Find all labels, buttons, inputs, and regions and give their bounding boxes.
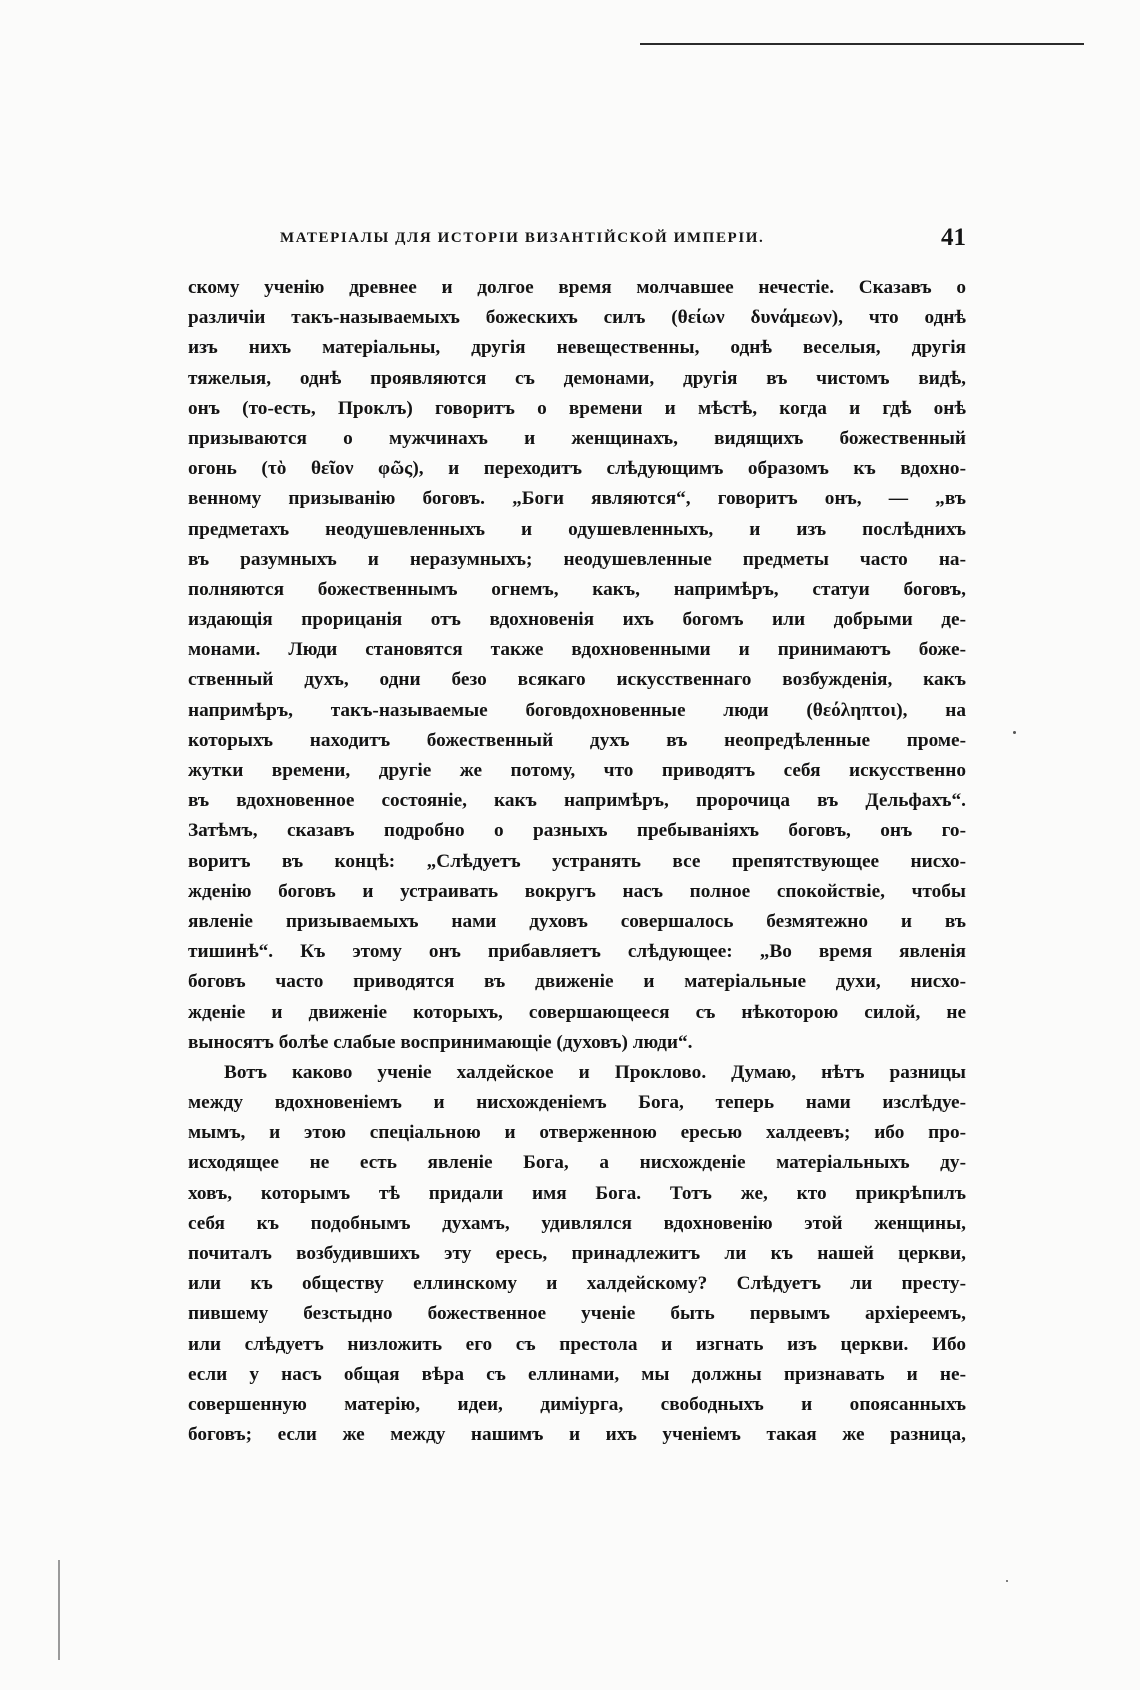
text-line: различіи такъ-называемыхъ божескихъ силъ (θείων δυνάμεων), что однѣ [188,307,966,329]
text-line: исходящее не есть явленіе Бога, а нисхожденіе матеріальныхъ ду- [188,1152,966,1174]
text-line: жутки времени, другіе же потому, что приводятъ себя искусственно [188,760,966,781]
text-line: въ вдохновенное состояніе, какъ напримѣръ, пророчица въ Дельфахъ“. [188,790,966,812]
text-line: жденію боговъ и устраивать вокругъ насъ полное спокойствіе, чтобы [188,880,966,902]
text-line-paragraph-end: выносятъ болѣе слабые воспринимающіе (духовъ) люди“. [188,1031,693,1053]
margin-speck [1013,731,1016,734]
text-line: явленіе призываемыхъ нами духовъ совершалось безмятежно и въ [188,910,966,932]
page-header [280,224,966,258]
text-line: тяжелыя, однѣ проявляются съ демонами, другія въ чистомъ видѣ, [188,367,966,389]
text-line: воритъ въ концѣ: „Слѣдуетъ устранять все препятствующее нисхо- [188,850,966,872]
text-line: напримѣръ, такъ-называемые боговдохновенные люди (θεόληπτοι), на [188,699,966,721]
text-line: или къ обществу еллинскому и халдейскому? Слѣдуетъ ли престу- [188,1273,966,1295]
text-line: онъ (то-есть, Проклъ) говоритъ о времени и мѣстѣ, когда и гдѣ онѣ [188,397,966,419]
text-line: предметахъ неодушевленныхъ и одушевленныхъ, и изъ послѣднихъ [188,518,966,540]
text-line: полняются божественнымъ огнемъ, какъ, напримѣръ, статуи боговъ, [188,578,966,600]
text-line: себя къ подобнымъ духамъ, удивлялся вдохновенію этой женщины, [188,1212,966,1234]
text-line: жденіе и движеніе которыхъ, совершающееся съ нѣкоторою силой, не [188,1001,966,1023]
text-line: венному призыванію боговъ. „Боги являются“, говоритъ онъ, — „въ [188,488,966,510]
text-line: боговъ часто приводятся въ движеніе и матеріальные духи, нисхо- [188,971,966,993]
text-line: которыхъ находитъ божественный духъ въ неопредѣленные проме- [188,729,966,751]
top-edge-rule [640,43,1084,45]
text-line: тишинѣ“. Къ этому онъ прибавляетъ слѣдующее: „Во время явленія [188,941,966,963]
text-line: совершенную матерію, идеи, диміурга, свободныхъ и опоясанныхъ [188,1393,966,1415]
body-text [188,273,966,1450]
text-line: Затѣмъ, сказавъ подробно о разныхъ пребываніяхъ боговъ, онъ го- [188,820,966,842]
text-line: монами. Люди становятся также вдохновенными и принимаютъ боже- [188,639,966,661]
text-line: ственный духъ, одни безо всякаго искусственнаго возбужденія, какъ [188,669,966,691]
text-line: или слѣдуетъ низложить его съ престола и изгнать изъ церкви. Ибо [188,1333,966,1355]
text-line: если у насъ общая вѣра съ еллинами, мы должны признавать и не- [188,1363,966,1385]
text-line: боговъ; если же между нашимъ и ихъ ученіемъ такая же разница, [188,1424,966,1446]
running-title: МАТЕРІАЛЫ ДЛЯ ИСТОРІИ ВИЗАНТІЙСКОЙ ИМПЕРІИ. [280,230,765,246]
left-margin-mark [58,1560,60,1660]
text-line: въ разумныхъ и неразумныхъ; неодушевленные предметы часто на- [188,548,966,570]
text-line-paragraph-start: Вотъ каково ученіе халдейское и Прокловo. Думаю, нѣтъ разницы [224,1061,966,1083]
text-line: скому ученію древнее и долгое время молчавшее нечестіе. Сказавъ о [188,277,966,298]
margin-speck [1006,1580,1008,1582]
text-line: издающія прорицанія отъ вдохновенія ихъ богомъ или добрыми де- [188,609,966,631]
text-line: между вдохновеніемъ и нисхожденіемъ Бога, теперь нами изслѣдуе- [188,1092,966,1114]
text-line: почиталъ возбудившихъ эту ересь, принадлежитъ ли къ нашей церкви, [188,1243,966,1264]
text-line: призываются о мужчинахъ и женщинахъ, видящихъ божественный [188,427,966,449]
text-line: мымъ, и этою спеціальною и отверженною ересью халдеевъ; ибо про- [188,1122,966,1144]
text-line: изъ нихъ матеріальны, другія невещественны, однѣ веселыя, другія [188,337,966,359]
text-line: ховъ, которымъ тѣ придали имя Бога. Тотъ же, кто прикрѣпилъ [188,1182,966,1204]
text-line: огонь (τὸ θεῖον φῶς), и переходитъ слѣдующимъ образомъ къ вдохно- [188,458,966,480]
text-line: пившему безстыдно божественное ученіе быть первымъ архіереемъ, [188,1303,966,1325]
page-number: 41 [941,224,966,251]
